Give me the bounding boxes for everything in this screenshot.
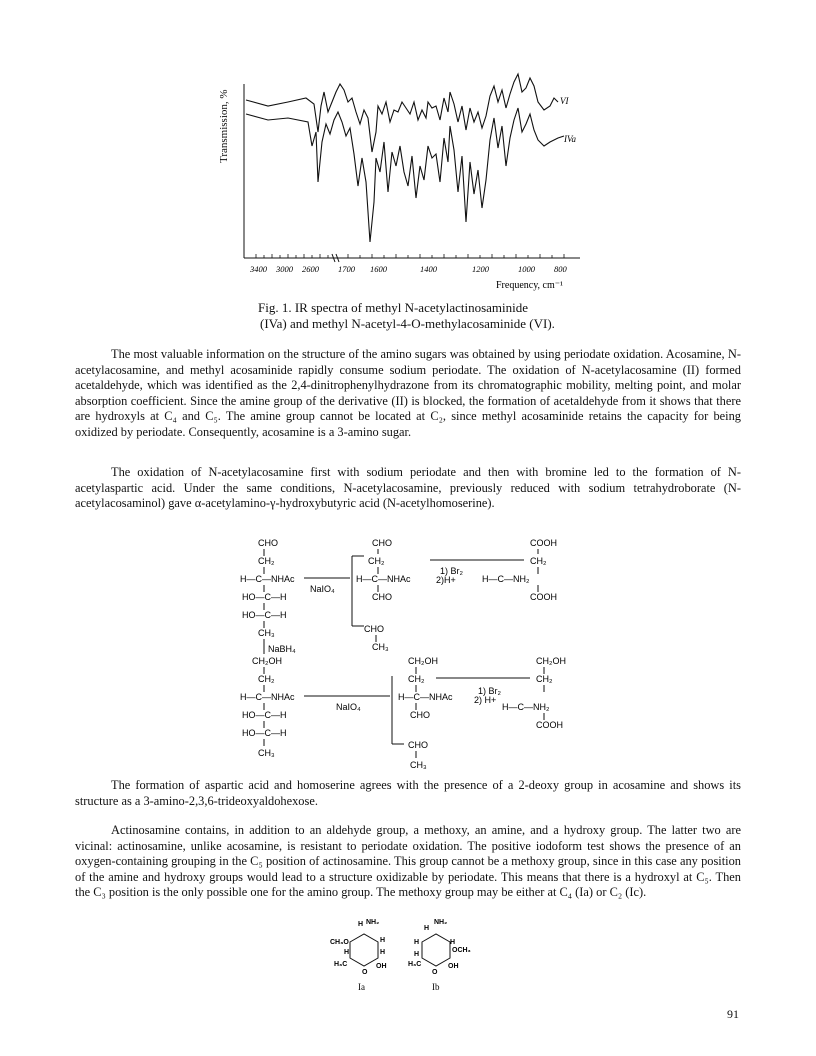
structure-ia-label: Ia [358,982,365,992]
structure-ia-atom-h-3: H [344,949,350,956]
structure-ib-atom-och3: OCH₃ [452,947,471,954]
scheme-top-s2-cho-2: CHO [372,592,392,602]
structure-ia [330,919,387,992]
scheme-bottom-s3-ch2oh: CH₂OH [536,656,566,666]
x-ticks [256,254,564,258]
tick-label-1400: 1400 [420,264,437,274]
scheme-top-s3-cooh: COOH [530,538,557,548]
structure-ia-atom-h3c: H₃C [334,961,348,968]
curve-label-vi: VI [560,96,569,106]
scheme-top-product [482,538,557,602]
structure-ib-atom-h-2: H [414,939,420,946]
scheme-bottom-s2-chnhac: H—C—NHAc [398,692,453,702]
x-axis-label: Frequency, cm⁻¹ [496,280,564,291]
scheme-bottom-s1-ch2: CH₂ [258,674,275,684]
structure-ia-atom-h: H [358,921,364,928]
scheme-top-s2-ch2: CH₂ [368,556,385,566]
spectrum-curve-iva [246,108,564,242]
structure-ib-atom-h: H [424,925,430,932]
tick-label-1700: 1700 [338,264,355,274]
paragraph-aspartic [75,778,741,809]
structure-ib [408,919,471,992]
caption-line-2: (IVa) and methyl N-acetyl-4-O-methylacosaminide (VI). [260,316,555,331]
tick-label-2600: 2600 [302,264,319,274]
scheme-top-s2-ch3: CH₃ [372,642,389,652]
spectrum-curve-vi [246,74,558,152]
scheme-top-s1-chnhac: H—C—NHAc [240,574,295,584]
reagent-h-top: 2)H+ [436,575,456,585]
paragraph-actinosamine-text: Actinosamine contains, in addition to an aldehyde group, a methoxy, an amine, and a hydroxy group. The latter two are vicinal: actinosamine, unlike acosamine, is resistant to periodate oxidation. The positive iodoform test shows the presence of an oxygen-containing grouping in the C₅ position of actinosamine. This group cannot be a methoxy group, since in this case any position of the amine and hydroxy groups would lead to a structure oxidizable by periodate. This means that there is a hydroxyl at C₅. Then the C₃ position is the only possible one for the amino group. The methoxy group may be either at C₄ (Ia) or C₂ (Ic). [75,823,741,899]
tick-label-1600: 1600 [370,264,387,274]
scheme-bottom-s1-ch2oh: CH₂OH [252,656,282,666]
tick-label-800: 800 [554,264,567,274]
structure-ia-atom-ch3o: CH₃O [330,939,349,946]
scheme-bottom-middle [398,656,453,770]
scheme-bottom-s2-ch2: CH₂ [408,674,425,684]
scheme-top-s1-hoch: HO—C—H [242,592,287,602]
reagent-br2-bottom: 1) Br₂ [478,686,501,696]
figure-caption [258,300,555,332]
reagent-h-bottom: 2) H+ [474,695,497,705]
scheme-bottom-s1-ch3: CH₃ [258,748,275,758]
reagent-br2-top: 1) Br₂ [440,566,463,576]
scheme-bottom-s1-hoch: HO—C—H [242,710,287,720]
structure-ia-atom-nh2: NH₂ [366,919,380,926]
scheme-top-s2-chnhac: H—C—NHAc [356,574,411,584]
structure-ia-atom-h-4: H [380,949,386,956]
tick-label-1000: 1000 [518,264,535,274]
ir-spectrum-plot [228,62,588,298]
scheme-top-s1-ch2: CH₂ [258,556,275,566]
scheme-bottom-s2-cho: CHO [410,710,430,720]
paragraph-periodate [75,347,741,440]
scheme-top-s2-cho: CHO [372,538,392,548]
structure-ia-atom-o: O [362,969,368,976]
scheme-top-s1-hoch-2: HO—C—H [242,610,287,620]
structure-ia-atom-oh: OH [376,963,387,970]
paragraph-actinosamine [75,823,741,901]
paragraph-periodate-text: The most valuable information on the structure of the amino sugars was obtained by using periodate oxidation. Acosamine, N-acetylacosamine, and methyl acosaminide rapidly consume sodium periodate. The oxidation of N-acetylacosamine (II) formed acetaldehyde, which was identified as the 2,4-dinitrophenylhydrazone from its chromatographic mobility, melting point, and molar absorption coefficient. Since the amine group of the derivative (II) is blocked, the formation of acetaldehyde from it shows that there are hydroxyls at C₄ and C₅. The amine group cannot be located at C₂, since methyl acosaminide retains the capacity for being oxidized by periodate. Consequently, acosamine is a 3-amino sugar. [75,347,741,439]
scheme-top-s3-cooh-2: COOH [530,592,557,602]
scheme-bottom-s2-ch2oh: CH₂OH [408,656,438,666]
structure-ib-label: Ib [432,982,440,992]
scheme-bottom-s2-cho-2: CHO [408,740,428,750]
scheme-top-start [240,538,295,638]
scheme-bottom-product [502,656,566,730]
paragraph-oxidation [75,465,741,512]
structure-ib-atom-h3c: H₃C [408,961,422,968]
scheme-bottom-s1-hoch-2: HO—C—H [242,728,287,738]
reagent-nabh4: NaBH₄ [268,644,296,654]
scheme-top-s2-cho-3: CHO [364,624,384,634]
tick-label-1200: 1200 [472,264,489,274]
y-axis-label: Transmission, % [218,89,230,163]
structure-ib-atom-h-3: H [450,939,456,946]
structure-ib-atom-nh2: NH₂ [434,919,448,926]
scheme-bottom-start [240,656,295,758]
curve-label-iva: IVa [564,134,576,144]
structures-ia-ib [330,918,490,996]
paragraph-oxidation-text: The oxidation of N-acetylacosamine first with sodium periodate and then with bromine led to the formation of N-acetylaspartic acid. Under the same conditions, N-acetylacosamine, previously reduced with sodium tetrahydroborate (N-acetylacosaminol) gave α-acetylamino-γ-hydroxybutyric acid (N-acetylhomoserine). [75,465,741,510]
reaction-scheme [240,536,580,774]
structure-ib-atom-o: O [432,969,438,976]
caption-line-1: Fig. 1. IR spectra of methyl N-acetylactinosaminide [258,300,529,315]
ir-spectrum-figure [228,62,588,298]
tick-label-3400: 3400 [250,264,267,274]
scheme-top-s3-ch2: CH₂ [530,556,547,566]
structure-ib-atom-h-4: H [414,951,420,958]
scheme-bottom-s1-chnhac: H—C—NHAc [240,692,295,702]
paragraph-aspartic-text: The formation of aspartic acid and homoserine agrees with the presence of a 2-deoxy group in acosamine and shows its structure as a 3-amino-2,3,6-trideoxyaldohexose. [75,778,741,808]
scheme-bottom-s3-cooh: COOH [536,720,563,730]
scheme-top-s1-cho: CHO [258,538,278,548]
scheme-top-s3-chnh2: H—C—NH₂ [482,574,530,584]
structure-ia-atom-h-2: H [380,937,386,944]
reagent-naio4-top: NaIO₄ [310,584,335,594]
reagent-naio4-bottom: NaIO₄ [336,702,361,712]
scheme-bottom-s3-ch2: CH₂ [536,674,553,684]
scheme-bottom-s2-ch3: CH₃ [410,760,427,770]
scheme-top-s1-ch3: CH₃ [258,628,275,638]
page-number: 91 [727,1007,739,1021]
structure-ib-atom-oh: OH [448,963,459,970]
scheme-bottom-s3-chnh2: H—C—NH₂ [502,702,550,712]
tick-label-3000: 3000 [276,264,293,274]
scheme-top-middle [356,538,411,652]
